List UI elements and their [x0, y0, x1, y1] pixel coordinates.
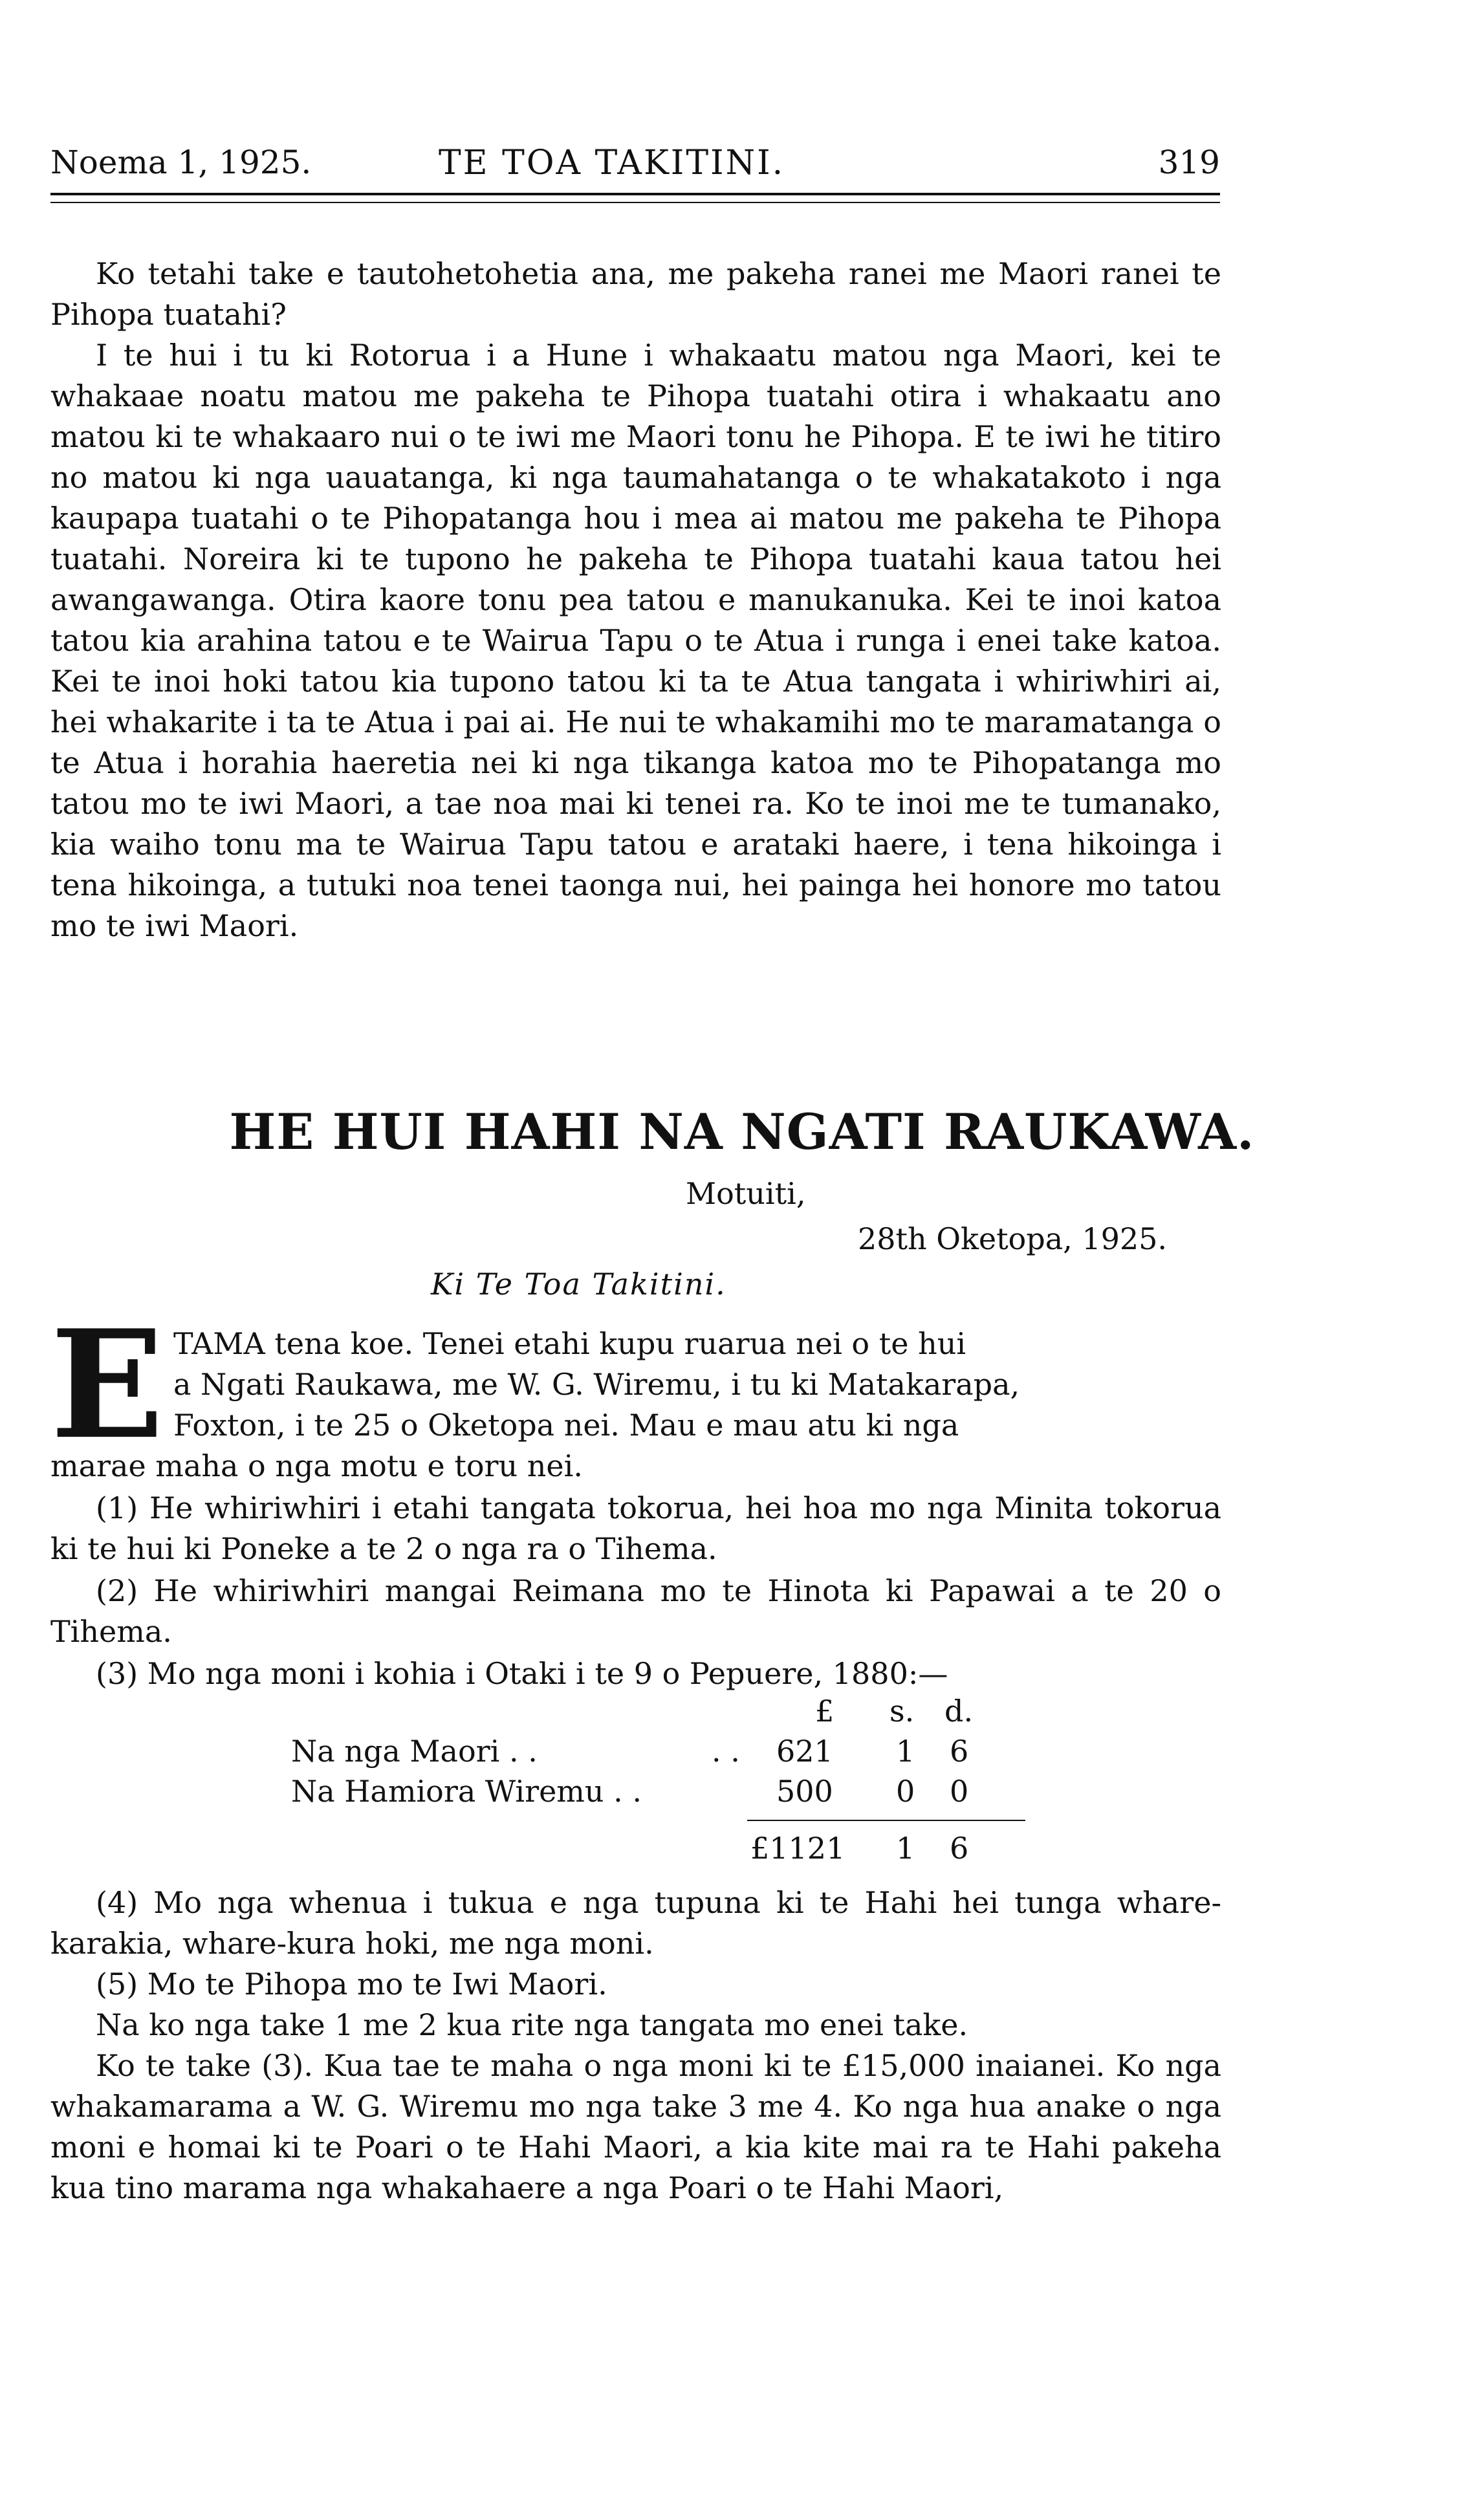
paragraph-b [50, 2046, 1221, 2209]
money-row-label: Na nga Maori . . [291, 1734, 538, 1769]
paragraph-a-text: Na ko nga take 1 me 2 kua rite nga tangata mo enei take. [96, 2007, 968, 2042]
article-heading: HE HUI HAHI NA NGATI RAUKAWA. [229, 1103, 1255, 1161]
opening-line-3: Foxton, i te 25 o Oketopa nei. Mau e mau atu ki nga [173, 1408, 959, 1443]
money-row-shillings: 1 [896, 1734, 915, 1769]
salutation: Ki Te Toa Takitini. [431, 1267, 726, 1302]
opening-line-1: TAMA tena koe. Tenei etahi kupu ruarua nei o te hui [173, 1326, 966, 1361]
item-3 [50, 1653, 1221, 1694]
item-2 [50, 1571, 1221, 1652]
opening-lines [173, 1324, 1221, 1446]
money-row-label: Na Hamiora Wiremu . . [291, 1774, 642, 1809]
item-4-text: (4) Mo nga whenua i tukua e nga tupuna ki te Hahi hei tunga whare-karakia, whare-kura hoki, me nga moni. [50, 1885, 1221, 1961]
header-date: Noema 1, 1925. [50, 144, 312, 181]
item-5-text: (5) Mo te Pihopa mo te Iwi Maori. [96, 1967, 607, 2002]
item-1 [50, 1488, 1221, 1569]
dateline-date: 28th Oketopa, 1925. [858, 1221, 1168, 1256]
intro-text-2: I te hui i tu ki Rotorua i a Hune i whakaatu matou nga Maori, kei te whakaae noatu matou me pakeha te Pihopa tuatahi otira i whakaatu ano matou ki te whakaaro nui o te iwi me Maori tonu he Pihopa. E te iwi he titiro no matou ki nga uauatanga, ki nga taumahatanga o te whakatakoto i nga kaupapa tuatahi o te Pihopatanga hou i mea ai matou me pakeha te Pihopa tuatahi. Noreira ki te tupono he pakeha te Pihopa tuatahi kaua tatou hei awangawanga. Otira kaore tonu pea tatou e manukanuka. Kei te inoi katoa tatou kia arahina tatou e te Wairua Tapu o te Atua i runga i enei take katoa. Kei te inoi hoki tatou kia tupono tatou ki ta te Atua tangata i whiriwhiri ai, hei whakarite i ta te Atua i pai ai. He nui te whakamihi mo te maramatanga o te Atua i horahia haeretia nei ki nga tikanga katoa mo te Pihopatanga mo tatou mo te iwi Maori, a tae noa mai ki tenei ra. Ko te inoi me te tumanako, kia waiho tonu ma te Wairua Tapu tatou e arataki haere, i tena hikoinga i tena hikoinga, a tutuki noa tenei taonga nui, hei painga hei honore mo tatou mo te iwi Maori. [50, 338, 1221, 943]
header-rule-thin [50, 202, 1220, 203]
item-5 [50, 1964, 1221, 2005]
item-3-text: (3) Mo nga moni i kohia i Otaki i te 9 o Pepuere, 1880:— [96, 1656, 948, 1691]
item-1-text: (1) He whiriwhiri i etahi tangata tokorua, hei hoa mo nga Minita tokorua ki te hui ki Poneke a te 2 o nga ra o Tihema. [50, 1490, 1221, 1566]
intro-paragraph-2 [50, 335, 1221, 946]
opening-line-2: a Ngati Raukawa, me W. G. Wiremu, i tu ki Matakarapa, [173, 1367, 1020, 1402]
opening-tail: marae maha o nga motu e toru nei. [50, 1448, 583, 1483]
header-title: TE TOA TAKITINI. [439, 144, 785, 182]
paragraph-b-text: Ko te take (3). Kua tae te maha o nga moni ki te £15,000 inaianei. Ko nga whakamarama a W. G. Wiremu mo nga take 3 me 4. Ko nga hua anake o nga moni e homai ki te Poari o te Hahi Maori, a kia kite mai ra te Hahi pakeha kua tino marama nga whakahaere a nga Poari o te Hahi Maori, [50, 2048, 1221, 2205]
col-shillings: s. [889, 1694, 915, 1729]
drop-cap: E [50, 1298, 164, 1472]
item-2-text: (2) He whiriwhiri mangai Reimana mo te Hinota ki Papawai a te 20 o Tihema. [50, 1573, 1221, 1649]
intro-text-1: Ko tetahi take e tautohetohetia ana, me pakeha ranei me Maori ranei te Pihopa tuatahi? [50, 256, 1221, 332]
money-row-pounds: 500 [776, 1774, 833, 1809]
money-row-pounds: 621 [776, 1734, 833, 1769]
col-pence: d. [944, 1694, 974, 1729]
header-rule-thick [50, 193, 1220, 195]
money-row-pence: 0 [950, 1774, 969, 1809]
money-row-pence: 6 [950, 1734, 969, 1769]
item-4 [50, 1882, 1221, 1964]
intro-paragraph-1 [50, 254, 1221, 335]
running-header [50, 144, 1220, 195]
money-row-shillings: 0 [896, 1774, 915, 1809]
sum-rule [747, 1820, 1025, 1821]
money-row-dots: . . [712, 1734, 740, 1769]
page-number: 319 [1158, 144, 1220, 181]
col-pounds: £ [815, 1694, 835, 1729]
money-total-pounds: £1121 [750, 1831, 846, 1866]
paragraph-a [50, 2005, 1221, 2046]
money-total-shillings: 1 [896, 1831, 915, 1866]
dateline-place: Motuiti, [686, 1176, 806, 1211]
money-total-pence: 6 [950, 1831, 969, 1866]
